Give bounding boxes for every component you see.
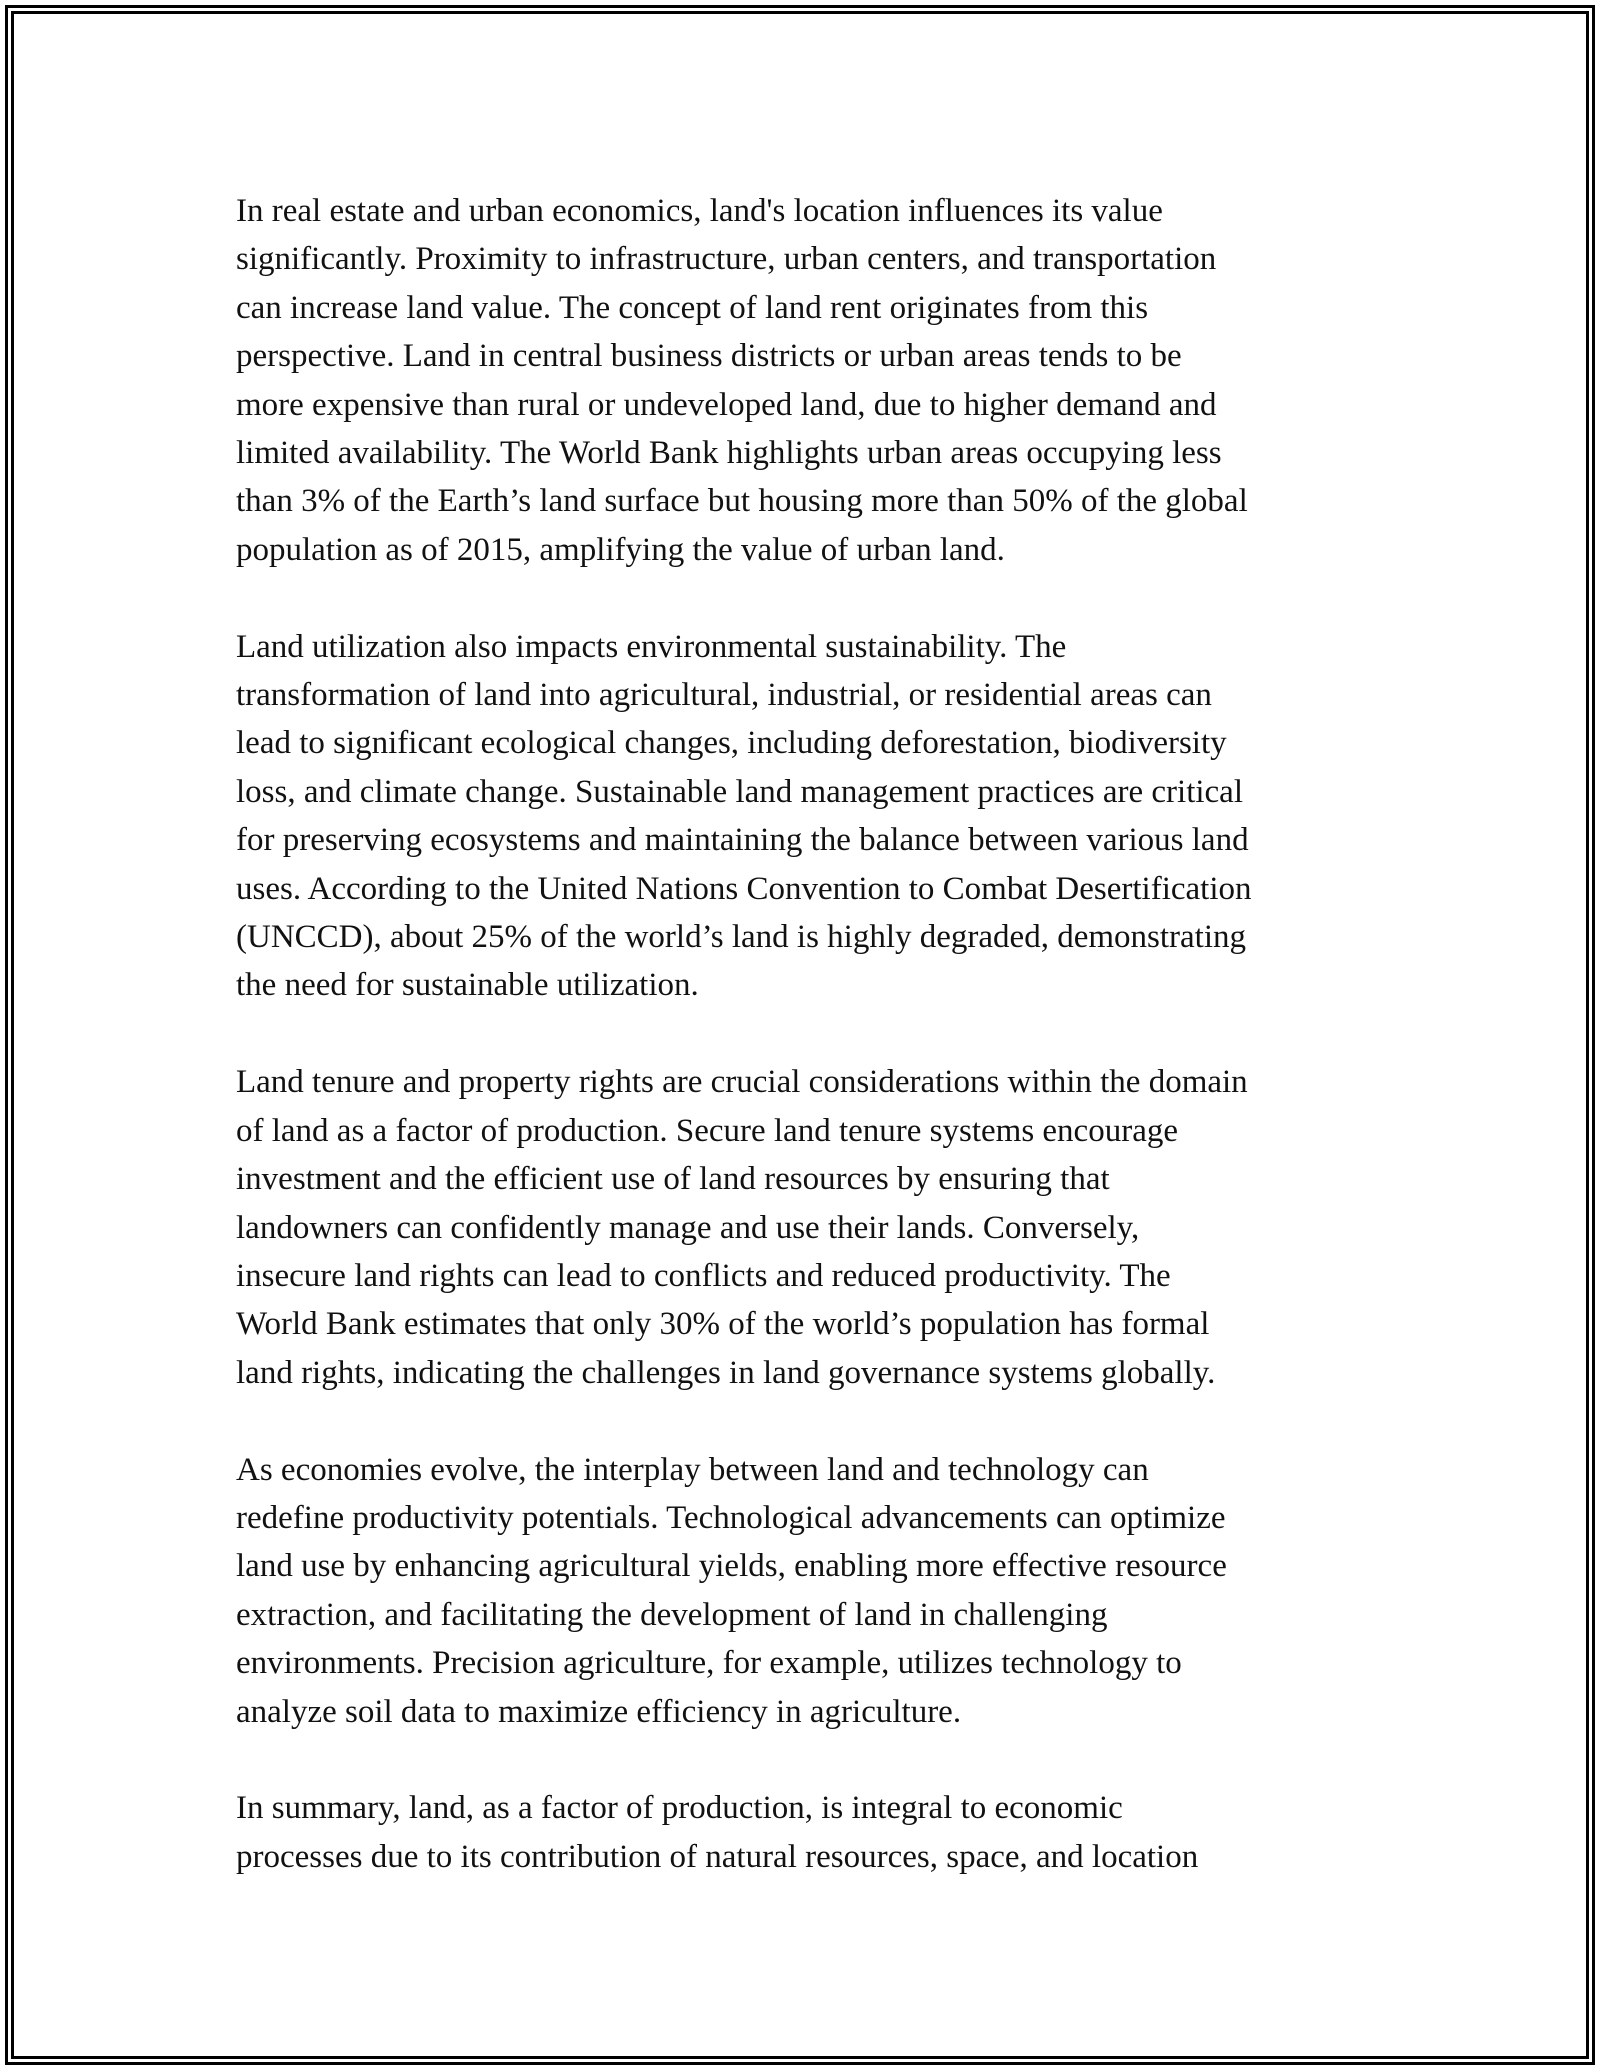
document-body bbox=[236, 187, 1386, 1881]
paragraph-urban-land-value: In real estate and urban economics, land's location influences its value significantly. Proximity to infrastructure, urban centers, and transportation can increase land value. The concept of land rent originates from this perspective. Land in central business districts or urban areas tends to be more expensive than rural or undeveloped land, due to higher demand and limited availability. The World Bank highlights urban areas occupying less than 3% of the Earth’s land surface but housing more than 50% of the global population as of 2015, amplifying the value of urban land. bbox=[236, 193, 1248, 568]
paragraph-land-technology: As economies evolve, the interplay between land and technology can redefine productivity potentials. Technological advancements can optimize land use by enhancing agricultural yields, enabling more effective resource extraction, and facilitating the development of land in challenging environments. Precision agriculture, for example, utilizes technology to analyze soil data to maximize efficiency in agriculture. bbox=[236, 1451, 1227, 1730]
paragraph-summary: In summary, land, as a factor of production, is integral to economic processes due to its contribution of natural resources, space, and location bbox=[236, 1790, 1199, 1875]
paragraph-land-tenure: Land tenure and property rights are crucial considerations within the domain of land as a factor of production. Secure land tenure systems encourage investment and the efficient use of land resources by ensuring that landowners can confidently manage and use their lands. Conversely, insecure land rights can lead to conflicts and reduced productivity. The World Bank estimates that only 30% of the world’s population has formal land rights, indicating the challenges in land governance systems globally. bbox=[236, 1064, 1248, 1391]
paragraph-environmental-sustainability: Land utilization also impacts environmental sustainability. The transformation of land into agricultural, industrial, or residential areas can lead to significant ecological changes, including deforestation, biodiversity loss, and climate change. Sustainable land management practices are critical for preserving ecosystems and maintaining the balance between various land uses. According to the United Nations Convention to Combat Desertification (UNCCD), about 25% of the world’s land is highly degraded, demonstrating the need for sustainable utilization. bbox=[236, 628, 1252, 1004]
